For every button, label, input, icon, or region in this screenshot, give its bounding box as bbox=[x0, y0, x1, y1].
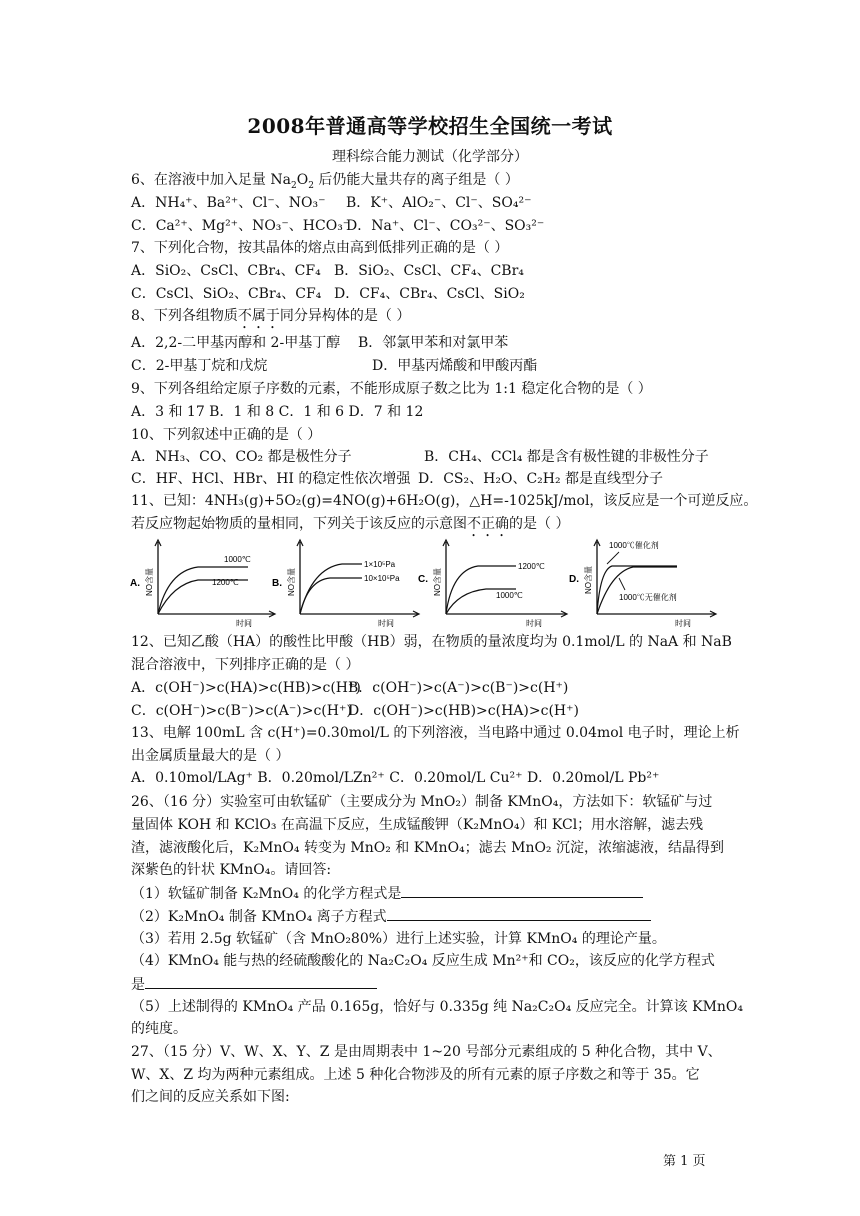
q10-option-a: A．NH₃、CO、CO₂ 都是极性分子 bbox=[131, 449, 352, 465]
graph-a-xlabel: 时间 bbox=[236, 619, 252, 628]
answer-blank[interactable] bbox=[387, 906, 651, 921]
graph-d-svg bbox=[567, 536, 719, 628]
q9-options: A．3 和 17 B．1 和 8 C．1 和 6 D．7 和 12 bbox=[131, 404, 424, 420]
q26-line3: 渣，滤液酸化后，K₂MnO₄ 转变为 MnO₂ 和 KMnO₄；滤去 MnO₂ 沉淀，浓缩滤液，结晶得到 bbox=[131, 840, 724, 856]
graph-d-curve-1 bbox=[597, 566, 677, 614]
q8-emphasis: 不属于 bbox=[237, 308, 280, 324]
q7-option-d: D．CF₄、CBr₄、CsCl、SiO₂ bbox=[334, 286, 525, 302]
q12-line1: 12、已知乙酸（HA）的酸性比甲酸（HB）弱，在物质的量浓度均为 0.1mol/L 的 NaA 和 NaB bbox=[131, 634, 732, 650]
q12-option-a: A．c(OH⁻)>c(HA)>c(HB)>c(H⁺) bbox=[131, 680, 361, 696]
graph-d-pointer-2 bbox=[619, 578, 625, 590]
graph-d-pointer-1 bbox=[607, 552, 619, 564]
graph-b-xlabel: 时间 bbox=[378, 619, 394, 628]
graph-c-letter: C. bbox=[418, 574, 428, 585]
graph-d-xlabel: 时间 bbox=[675, 619, 691, 628]
q8-option-a: A．2,2-二甲基丙醇和 2-甲基丁醇 bbox=[131, 335, 341, 351]
q26-sub1: （1）软锰矿制备 K₂MnO₄ 的化学方程式是 bbox=[131, 883, 643, 904]
q26-sub5-line2: 的纯度。 bbox=[131, 1021, 187, 1037]
graph-d-letter: D. bbox=[569, 574, 579, 585]
q26-sub5-line1: （5）上述制得的 KMnO₄ 产品 0.165g，恰好与 0.335g 纯 Na₂C₂O₄ 反应完全。计算该 KMnO₄ bbox=[131, 999, 744, 1015]
q8-option-b: B．邻氯甲苯和对氯甲苯 bbox=[358, 335, 509, 351]
graph-d bbox=[567, 536, 719, 628]
q26-sub4-line2: 是 bbox=[131, 974, 377, 995]
q6-option-d: D．Na⁺、Cl⁻、CO₃²⁻、SO₃²⁻ bbox=[346, 218, 545, 234]
q12-option-b: B．c(OH⁻)>c(A⁻)>c(B⁻)>c(H⁺) bbox=[348, 680, 569, 696]
q13-line2: 出金属质量最大的是（ ） bbox=[131, 748, 290, 764]
page-title: 2008年普通高等学校招生全国统一考试 bbox=[247, 114, 613, 138]
graph-c-svg bbox=[416, 536, 570, 628]
graph-b-curve-1 bbox=[300, 564, 362, 614]
q26-line4: 深紫色的针状 KMnO₄。请回答: bbox=[131, 862, 332, 878]
graph-a bbox=[128, 536, 278, 628]
graph-a-curve-2-label: 1200℃ bbox=[212, 578, 239, 587]
q26-line1: 26、（16 分）实验室可由软锰矿（主要成分为 MnO₂）制备 KMnO₄，方法如下：软锰矿与过 bbox=[131, 794, 713, 810]
q6-option-b: B．K⁺、AlO₂⁻、Cl⁻、SO₄²⁻ bbox=[346, 195, 532, 211]
q13-options: A．0.10mol/LAg⁺ B．0.20mol/LZn²⁺ C．0.20mol/L Cu²⁺ D．0.20mol/L Pb²⁺ bbox=[131, 770, 660, 786]
answer-blank[interactable] bbox=[401, 883, 643, 898]
q8-option-c: C．2-甲基丁烷和戊烷 bbox=[131, 358, 268, 374]
q6-option-a: A．NH₄⁺、Ba²⁺、Cl⁻、NO₃⁻ bbox=[131, 195, 326, 211]
graph-c-curve-1-label: 1200℃ bbox=[518, 562, 545, 571]
q6-option-c: C．Ca²⁺、Mg²⁺、NO₃⁻、HCO₃⁻ bbox=[131, 218, 351, 234]
graph-b bbox=[270, 536, 422, 628]
q26-sub3: （3）若用 2.5g 软锰矿（含 MnO₂80%）进行上述实验，计算 KMnO₄ 的理论产量。 bbox=[131, 931, 666, 947]
q8-option-d: D．甲基丙烯酸和甲酸丙酯 bbox=[372, 358, 538, 374]
q27-line3: 们之间的反应关系如下图: bbox=[131, 1089, 290, 1105]
q26-sub4-line1: （4）KMnO₄ 能与热的经硫酸酸化的 Na₂C₂O₄ 反应生成 Mn²⁺和 CO₂，该反应的化学方程式 bbox=[131, 953, 715, 969]
graph-b-curve-2-label: 10×10⁵Pa bbox=[364, 574, 400, 583]
q7-option-a: A．SiO₂、CsCl、CBr₄、CF₄ bbox=[131, 263, 321, 279]
graph-a-curve-1 bbox=[158, 567, 248, 614]
q6-stem: 6、在溶液中加入足量 $Na_2O_2$ 后仍能大量共存的离子组是（ ） bbox=[131, 172, 519, 191]
graph-c bbox=[416, 536, 570, 628]
q7-option-c: C．CsCl、SiO₂、CBr₄、CF₄ bbox=[131, 286, 322, 302]
q12-option-d: D．c(OH⁻)>c(HB)>c(HA)>c(H⁺) bbox=[348, 703, 579, 719]
graph-d-ylabel: NO含量 bbox=[584, 566, 593, 594]
q27-line2: W、X、Z 均为两种元素组成。上述 5 种化合物涉及的所有元素的原子序数之和等于 35。它 bbox=[131, 1067, 700, 1083]
q10-option-d: D．CS₂、H₂O、C₂H₂ 都是直线型分子 bbox=[418, 471, 664, 487]
q7-stem: 7、下列化合物，按其晶体的熔点由高到低排列正确的是（ ） bbox=[131, 240, 509, 256]
q26-line2: 量固体 KOH 和 KClO₃ 在高温下反应，生成锰酸钾（K₂MnO₄）和 KCl；用水溶解，滤去残 bbox=[131, 817, 704, 833]
q7-option-b: B．SiO₂、CsCl、CF₄、CBr₄ bbox=[334, 263, 524, 279]
graph-d-curve-1-label: 1000℃催化剂 bbox=[609, 541, 659, 550]
q10-stem: 10、下列叙述中正确的是（ ） bbox=[131, 427, 322, 443]
graph-b-curve-2 bbox=[300, 578, 362, 614]
q12-line2: 混合溶液中，下列排序正确的是（ ） bbox=[131, 657, 360, 673]
q9-stem: 9、下列各组给定原子序数的元素，不能形成原子数之比为 1:1 稳定化合物的是（ ） bbox=[131, 381, 652, 397]
graph-a-curve-1-label: 1000℃ bbox=[224, 555, 251, 564]
q11-line1: 11、已知：4NH₃(g)+5O₂(g)=4NO(g)+6H₂O(g)，△H=-1025kJ/mol，该反应是一个可逆反应。 bbox=[131, 493, 758, 509]
q11-line2: 若反应物起始物质的量相同，下列关于该反应的示意图不正确的是（ ） bbox=[131, 516, 570, 532]
graph-d-curve-2 bbox=[597, 567, 677, 614]
answer-blank[interactable] bbox=[145, 974, 377, 989]
q11-emphasis: 不正确 bbox=[467, 516, 509, 532]
graph-a-letter: A. bbox=[130, 578, 140, 589]
graph-a-svg bbox=[128, 536, 278, 628]
graph-b-ylabel: NO含量 bbox=[287, 568, 296, 596]
graph-d-curve-2-label: 1000℃无催化剂 bbox=[619, 593, 677, 602]
q26-sub2: （2）K₂MnO₄ 制备 KMnO₄ 离子方程式 bbox=[131, 906, 651, 927]
graph-b-letter: B. bbox=[272, 578, 282, 589]
graph-b-svg bbox=[270, 536, 422, 628]
graph-a-ylabel: NO含量 bbox=[145, 568, 154, 596]
q27-line1: 27、（15 分）V、W、X、Y、Z 是由周期表中 1~20 号部分元素组成的 5 种化合物，其中 V、 bbox=[131, 1044, 722, 1060]
q12-option-c: C．c(OH⁻)>c(B⁻)>c(A⁻)>c(H⁺) bbox=[131, 703, 352, 719]
page-subtitle: 理科综合能力测试（化学部分） bbox=[332, 149, 528, 165]
graph-b-curve-1-label: 1×10⁵Pa bbox=[364, 560, 396, 569]
q8-stem: 8、下列各组物质不属于同分异构体的是（ ） bbox=[131, 308, 411, 324]
q13-line1: 13、电解 100mL 含 c(H⁺)=0.30mol/L 的下列溶液，当电路中通过 0.04mol 电子时，理论上析 bbox=[131, 725, 740, 741]
q10-option-c: C．HF、HCl、HBr、HI 的稳定性依次增强 bbox=[131, 471, 411, 487]
q10-option-b: B．CH₄、CCl₄ 都是含有极性键的非极性分子 bbox=[424, 449, 709, 465]
graph-c-curve-2-label: 1000℃ bbox=[496, 591, 523, 600]
graph-c-ylabel: NO含量 bbox=[433, 568, 442, 596]
page-number: 第 1 页 bbox=[663, 1154, 706, 1169]
graph-c-xlabel: 时间 bbox=[526, 619, 542, 628]
